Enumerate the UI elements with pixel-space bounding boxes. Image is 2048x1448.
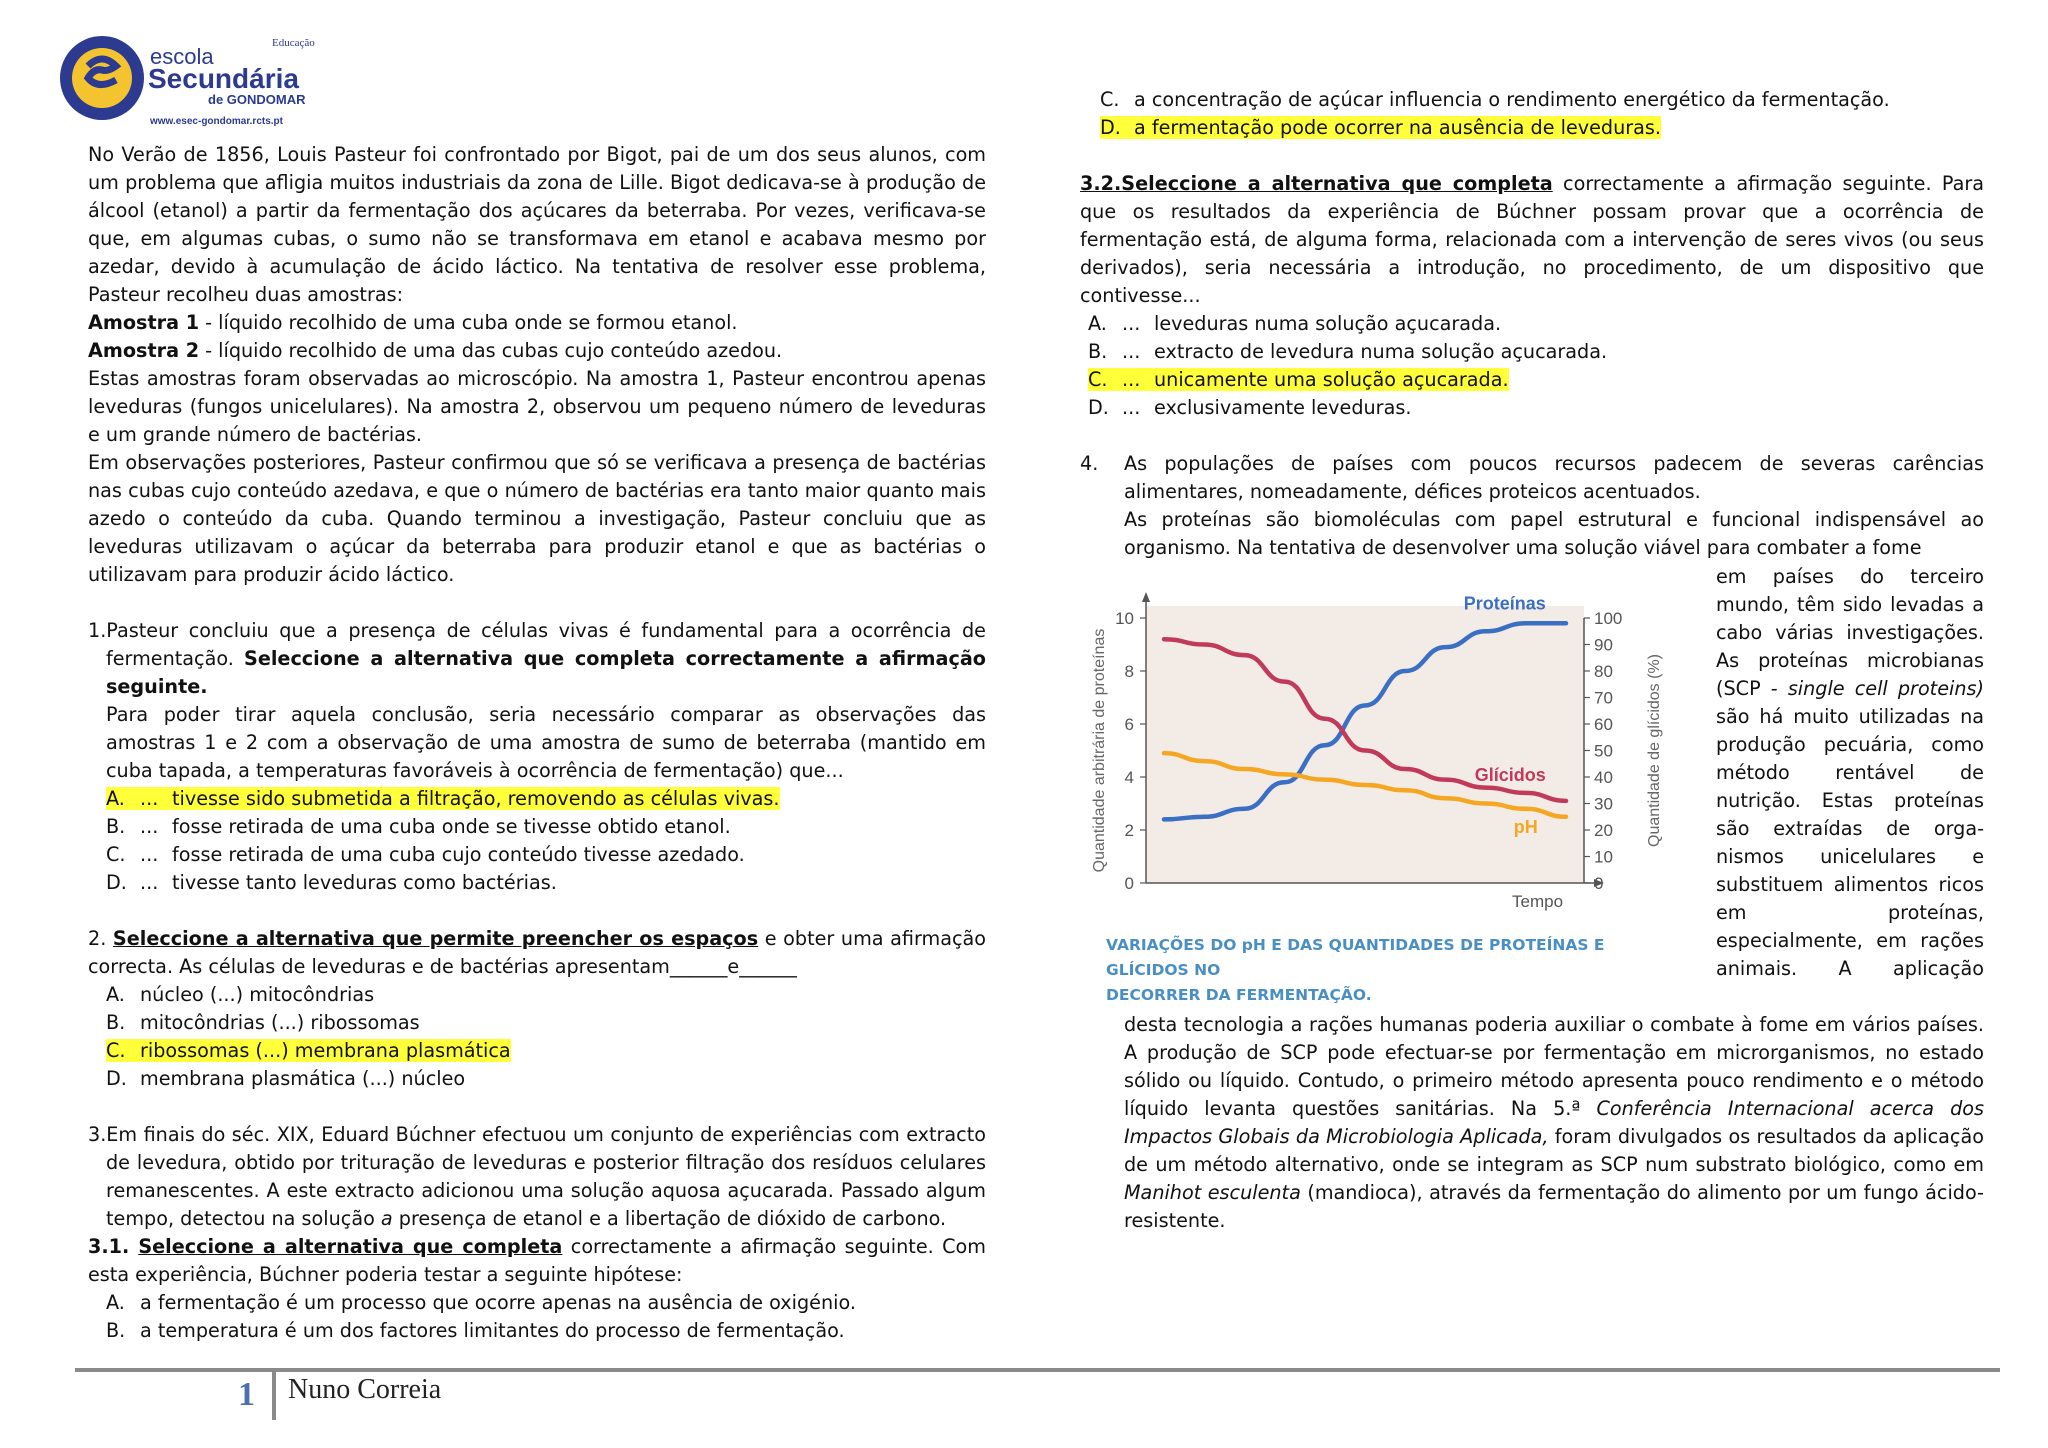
series-label-ph: pH bbox=[1513, 816, 1538, 837]
q31-option-d[interactable] bbox=[1080, 114, 1984, 142]
right-tick-label: 40 bbox=[1594, 768, 1613, 787]
q3-stem-a: 3.Em finais do séc. XIX, Eduard Búchner efectuou um conjunto de experiências com extracto de levedura, obtido por trituração de leveduras e posterior filtração dos resíduos celulares remanescentes. A este extracto adicionou uma solução aquosa açucarada. Passado algum tempo, detectou na solução bbox=[88, 1123, 986, 1230]
left-tick-label: 6 bbox=[1124, 715, 1134, 734]
intro-paragraph-3: Em observações posteriores, Pasteur confirmou que só se verificava a presença de bactérias nas cubas cujo conteúdo azedava, e que o número de bactérias era tanto maior quanto mais azedo o conteúdo da cuba. Quando terminou a investigação, Pasteur concluiu que as leveduras utilizavam o açúcar da beterraba para produzir etanol e que as bactérias o utilizavam para produzir ácido láctico. bbox=[88, 451, 986, 586]
q31-num: 3.1. bbox=[88, 1235, 139, 1258]
q2-stem-bold: Seleccione a alternativa que permite preencher os espaços bbox=[112, 927, 759, 950]
q3-stem-italic: a bbox=[380, 1207, 393, 1230]
school-url: www.esec-gondomar.rcts.pt bbox=[150, 116, 283, 127]
right-column bbox=[1080, 86, 1984, 562]
q1-option-d[interactable]: D. ... tivesse tanto leveduras como bactérias. bbox=[88, 869, 986, 897]
q4-paragraph-1: As populações de países com poucos recursos padecem de severas carências alimentares, nomeadamente, défices proteicos acentuados. bbox=[1124, 452, 1984, 503]
option-text: exclusivamente leveduras. bbox=[1154, 396, 1412, 419]
sample-2-text: - líquido recolhido de uma das cubas cujo conteúdo azedou. bbox=[199, 339, 783, 362]
q31-bold: Seleccione a alternativa que completa bbox=[138, 1235, 563, 1258]
q2-option-c[interactable] bbox=[88, 1037, 986, 1065]
option-text: núcleo (...) mitocôndrias bbox=[140, 983, 375, 1006]
option-letter: A. bbox=[106, 983, 125, 1006]
right-tick-label: 50 bbox=[1594, 741, 1613, 761]
y-axis-label-right: Quantidade de glícidos (%) bbox=[1646, 654, 1663, 847]
option-text: a fermentação é um processo que ocorre apenas na ausência de oxigénio. bbox=[140, 1291, 856, 1314]
q1-option-c[interactable]: C. ... fosse retirada de uma cuba cujo conteúdo tivesse azedado. bbox=[88, 841, 986, 869]
y-axis-label-left: Quantidade arbitrária de proteínas bbox=[1091, 628, 1108, 873]
chart-caption bbox=[1106, 933, 1666, 1008]
option-text: leveduras numa solução açucarada. bbox=[1154, 312, 1502, 335]
left-tick-label: 10 bbox=[1115, 609, 1134, 628]
right-tick-label: 30 bbox=[1594, 794, 1613, 814]
plot-area bbox=[1146, 606, 1584, 883]
option-text: extracto de levedura numa solução açucarada. bbox=[1154, 340, 1608, 363]
right-tick-label: 60 bbox=[1594, 715, 1613, 734]
q1-option-a[interactable]: A. ... tivesse sido submetida a filtração, removendo as células vivas. bbox=[88, 785, 986, 813]
intro-paragraph-1: No Verão de 1856, Louis Pasteur foi confrontado por Bigot, pai de um dos seus alunos, com um problema que afligia muitos industriais da zona de Lille. Bigot dedicava-se à produção de álcool (etanol) a partir da fermentação dos açúcares da beterraba. Por vezes, verificava-se que, em algumas cubas, o sumo não se transformava em etanol e acabava mesmo por azedar, devido à acumulação de ácido láctico. Na tentativa de resolver esse problema, Pasteur recolheu duas amostras: bbox=[88, 143, 986, 306]
left-tick-label: 4 bbox=[1124, 768, 1134, 787]
left-tick-label: 2 bbox=[1124, 821, 1134, 840]
right-tick-label: 20 bbox=[1594, 821, 1613, 840]
question-3-2-stem bbox=[1080, 170, 1984, 310]
option-letter: A. bbox=[106, 787, 125, 810]
sample-2 bbox=[88, 337, 986, 365]
option-text: fosse retirada de uma cuba cujo conteúdo tivesse azedado. bbox=[172, 843, 745, 866]
q32-option-c[interactable]: C. ... unicamente uma solução açucarada. bbox=[1080, 366, 1984, 394]
option-text: tivesse tanto leveduras como bactérias. bbox=[172, 871, 557, 894]
option-letter: B. bbox=[106, 815, 126, 838]
option-text: membrana plasmática (...) núcleo bbox=[140, 1067, 466, 1090]
author-name: Nuno Correia bbox=[288, 1374, 442, 1405]
q32-option-d[interactable]: D. ... exclusivamente leveduras. bbox=[1080, 394, 1984, 422]
q2-option-b[interactable] bbox=[88, 1009, 986, 1037]
q3-stem-end: presença de etanol e a libertação de dióxido de carbono. bbox=[392, 1207, 947, 1230]
q4-wrap-italic: single cell proteins) bbox=[1787, 677, 1984, 700]
question-1-stem bbox=[88, 617, 986, 701]
q2-num: 2. bbox=[88, 927, 113, 950]
q2-option-a[interactable] bbox=[88, 981, 986, 1009]
chart-caption-line-2: DECORRER DA FERMENTAÇÃO. bbox=[1106, 986, 1372, 1004]
q1-option-b[interactable]: B. ... fosse retirada de uma cuba onde se tivesse obtido etanol. bbox=[88, 813, 986, 841]
right-tick-label: 0 bbox=[1594, 874, 1604, 893]
option-letter: D. bbox=[1100, 116, 1121, 139]
q4-paragraph-2: As proteínas são biomoléculas com papel estrutural e funcional indispensável ao organismo. Na tentativa de desenvolver uma solução viável para combater a fome bbox=[1124, 508, 1984, 559]
q4-wrap-text bbox=[1716, 563, 1984, 983]
q32-option-b[interactable]: B. ... extracto de levedura numa solução açucarada. bbox=[1080, 338, 1984, 366]
left-column bbox=[88, 141, 986, 1345]
school-logo bbox=[58, 26, 328, 136]
question-3-1-stem bbox=[88, 1233, 986, 1289]
sample-1 bbox=[88, 309, 986, 337]
option-letter: A. bbox=[1088, 312, 1107, 335]
school-name-line3: de GONDOMAR bbox=[208, 92, 306, 107]
option-letter: B. bbox=[106, 1011, 126, 1034]
right-tick-label: 70 bbox=[1594, 688, 1613, 708]
series-label-glícidos: Glícidos bbox=[1474, 764, 1546, 785]
intro-paragraph-2: Estas amostras foram observadas ao microscópio. Na amostra 1, Pasteur encontrou apenas leveduras (fungos unicelulares). Na amostra 2, observou um pequeno número de leveduras e um grande número de bactérias. bbox=[88, 367, 986, 446]
q4-wrap-b: são há muito utilizadas na produção pecuária, como método rentável de nutrição. Estas proteínas são extraídas de orga-nismos unicelulares e substituem alimentos ricos em proteínas, especialmente, em rações animais. A aplicação bbox=[1716, 705, 1984, 980]
option-letter: B. bbox=[106, 1319, 126, 1342]
fermentation-chart bbox=[1084, 583, 1694, 983]
q31-rest: correctamente a afirmação seguinte. Com esta experiência, Búchner poderia testar a seguinte hipótese: bbox=[88, 1235, 986, 1286]
q31-option-a[interactable] bbox=[88, 1289, 986, 1317]
q32-bold: 3.2.Seleccione a alternativa que completa bbox=[1080, 172, 1553, 195]
option-letter: C. bbox=[1100, 88, 1120, 111]
footer-separator bbox=[272, 1370, 276, 1420]
q2-option-d[interactable] bbox=[88, 1065, 986, 1093]
option-letter: C. bbox=[106, 1039, 126, 1062]
sample-1-label: Amostra 1 bbox=[88, 311, 200, 334]
right-tick-label: 80 bbox=[1594, 662, 1613, 681]
q31-option-b[interactable] bbox=[88, 1317, 986, 1345]
option-text: ribossomas (...) membrana plasmática bbox=[140, 1039, 511, 1062]
option-letter: A. bbox=[106, 1291, 125, 1314]
q32-rest: correctamente a afirmação seguinte. Para que os resultados da experiência de Búchner possam provar que a ocorrência de fermentação está, de alguma forma, relacionada com a intervenção de seres vivos (ou seus derivados), seria necessária a introdução, no procedimento, de um dispositivo que contivesse... bbox=[1080, 172, 1985, 307]
school-name-line1: escola bbox=[150, 44, 214, 69]
q4-p3-italic-2: Manihot esculenta bbox=[1124, 1181, 1301, 1204]
option-letter: D. bbox=[106, 871, 127, 894]
question-3-stem bbox=[88, 1121, 986, 1233]
q1-stem-b: Para poder tirar aquela conclusão, seria necessário comparar as observações das amostras 1 e 2 com a observação de uma amostra de sumo de beterraba (mantido em cuba tapada, a temperaturas favoráveis à ocorrência de fermentação) que... bbox=[106, 703, 986, 782]
q4-num: 4. bbox=[1080, 452, 1099, 475]
q2-stem-rest: e obter uma afirmação correcta. As células de leveduras e de bactérias apresentam______e______ bbox=[88, 927, 987, 978]
q4-p3-c: (mandioca), através da fermentação do alimento por um fungo ácido-resistente. bbox=[1124, 1181, 1984, 1232]
left-tick-label: 8 bbox=[1124, 662, 1134, 681]
right-tick-label: 10 bbox=[1594, 847, 1613, 867]
left-tick-label: 0 bbox=[1124, 874, 1134, 893]
right-tick-label: 90 bbox=[1594, 635, 1613, 655]
ministry-label: Educação bbox=[272, 37, 315, 49]
sample-2-label: Amostra 2 bbox=[88, 339, 200, 362]
option-text: a temperatura é um dos factores limitantes do processo de fermentação. bbox=[140, 1319, 845, 1342]
option-letter: D. bbox=[106, 1067, 127, 1090]
option-text: fosse retirada de uma cuba onde se tivesse obtido etanol. bbox=[172, 815, 731, 838]
question-2-stem bbox=[88, 925, 986, 981]
option-letter: C. bbox=[106, 843, 126, 866]
q4-p3-italic: Conferência Internacional acerca dos Impactos Globais da Microbiologia Aplicada, bbox=[1124, 1097, 1984, 1148]
option-letter: C. bbox=[1088, 368, 1108, 391]
q31-option-c[interactable] bbox=[1080, 86, 1984, 114]
left-axis-arrow bbox=[1142, 592, 1150, 602]
option-text: a concentração de açúcar influencia o rendimento energético da fermentação. bbox=[1134, 88, 1890, 111]
page-number: 1 bbox=[238, 1376, 255, 1413]
option-letter: D. bbox=[1088, 396, 1109, 419]
chart-caption-line-1: VARIAÇÕES DO pH E DAS QUANTIDADES DE PROTEÍNAS E GLÍCIDOS NO bbox=[1106, 936, 1605, 979]
question-4 bbox=[1080, 450, 1984, 562]
q4-p3-a: desta tecnologia a rações humanas poderia auxiliar o combate à fome em vários países. A produção de SCP pode efectuar-se por fermentação em microrganismos, no estado sólido ou líquido. Contudo, o primeiro método apresenta pouco rendimento e o método líquido levanta questões sanitárias. Na 5.ª bbox=[1124, 1013, 1984, 1120]
series-label-proteínas: Proteínas bbox=[1463, 593, 1546, 614]
q4-p3-b: foram divulgados os resultados da aplicação de um método alternativo, onde se integram as SCP num substrato biológico, como em bbox=[1124, 1125, 1984, 1176]
option-letter: B. bbox=[1088, 340, 1108, 363]
footer-rule bbox=[75, 1368, 2000, 1372]
option-text: a fermentação pode ocorrer na ausência de leveduras. bbox=[1134, 116, 1661, 139]
q1-stem-bold: Seleccione a alternativa que completa correctamente a afirmação seguinte. bbox=[106, 647, 986, 698]
q4-wrap-a: em países do terceiro mundo, têm sido levadas a cabo várias investigações. As proteínas microbianas (SCP - bbox=[1716, 565, 1984, 700]
sample-1-text: - líquido recolhido de uma cuba onde se formou etanol. bbox=[199, 311, 738, 334]
q32-option-a[interactable]: A. ... leveduras numa solução açucarada. bbox=[1080, 310, 1984, 338]
q1-stem-a: 1.Pasteur concluiu que a presença de células vivas é fundamental para a ocorrência de fermentação. bbox=[88, 619, 986, 670]
option-text: tivesse sido submetida a filtração, removendo as células vivas. bbox=[172, 787, 780, 810]
q4-wrap-paragraph bbox=[1716, 563, 1984, 983]
option-text: mitocôndrias (...) ribossomas bbox=[140, 1011, 420, 1034]
school-name-line2: Secundária bbox=[148, 63, 299, 94]
option-text: unicamente uma solução açucarada. bbox=[1154, 368, 1509, 391]
q4-paragraph-3 bbox=[1124, 1011, 1984, 1235]
x-axis-label: Tempo bbox=[1512, 892, 1564, 911]
right-tick-label: 100 bbox=[1594, 609, 1623, 628]
